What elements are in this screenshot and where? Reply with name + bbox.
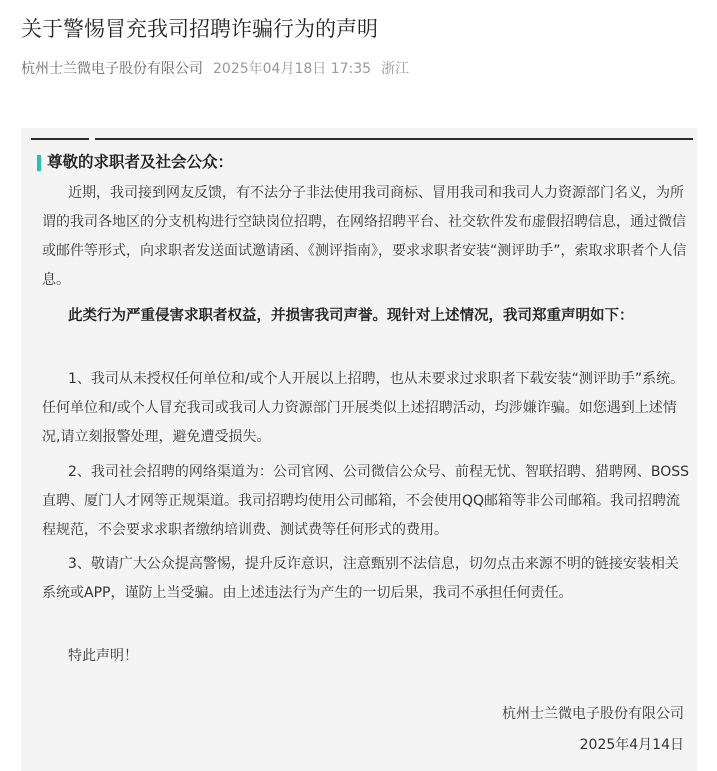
publish-location: 浙江 [381, 61, 410, 77]
author-link[interactable]: 杭州士兰微电子股份有限公司 [21, 61, 203, 77]
paragraph-closing: 特此声明！ [68, 648, 138, 664]
article-title: 关于警惕冒充我司招聘诈骗行为的声明 [21, 17, 378, 41]
decorative-divider [31, 138, 89, 140]
notice-card [21, 128, 697, 771]
paragraph-point-2: 2、我司社会招聘的网络渠道为：公司官网、公司微信公众号、前程无忧、智联招聘、猎聘网、BOSS直聘、厦门人才网等正规渠道。我司招聘均使用公司邮箱，不会使用QQ邮箱等非公司邮箱。我司招聘流程规范，不会要求求职者缴纳培训费、测试费等任何形式的费用。 [42, 464, 690, 538]
signature-date: 2025年4月14日 [579, 737, 684, 753]
article-meta [21, 58, 409, 78]
signature-company: 杭州士兰微电子股份有限公司 [502, 706, 684, 722]
paragraph-point-3: 3、敬请广大公众提高警惕，提升反诈意识，注意甄别不法信息，切勿点击来源不明的链接安装相关系统或APP，谨防上当受骗。由上述违法行为产生的一切后果，我司不承担任何责任。 [42, 556, 679, 601]
paragraph-point-1: 1、我司从未授权任何单位和/或个人开展以上招聘，也从未要求过求职者下载安装“测评助手”系统。任何单位和/或个人冒充我司或我司人力资源部门开展类似上述招聘活动，均涉嫌诈骗。如您遇到上述情况,请立刻报警处理，避免遭受损失。 [42, 371, 685, 445]
notice-greeting: 尊敬的求职者及社会公众： [47, 153, 234, 171]
publish-time: 2025年04月18日 17:35 [213, 61, 372, 77]
accent-bar [37, 155, 41, 171]
paragraph-statement: 此类行为严重侵害求职者权益，并损害我司声誉。现针对上述情况，我司郑重声明如下： [68, 308, 634, 324]
paragraph-background: 近期，我司接到网友反馈，有不法分子非法使用我司商标、冒用我司和我司人力资源部门名义，为所谓的我司各地区的分支机构进行空缺岗位招聘，在网络招聘平台、社交软件发布虚假招聘信息，通过微信或邮件等形式，向求职者发送面试邀请函、《测评指南》，要求求职者安装“测评助手”，索取求职者个人信息。 [42, 185, 687, 288]
decorative-divider [95, 138, 693, 140]
